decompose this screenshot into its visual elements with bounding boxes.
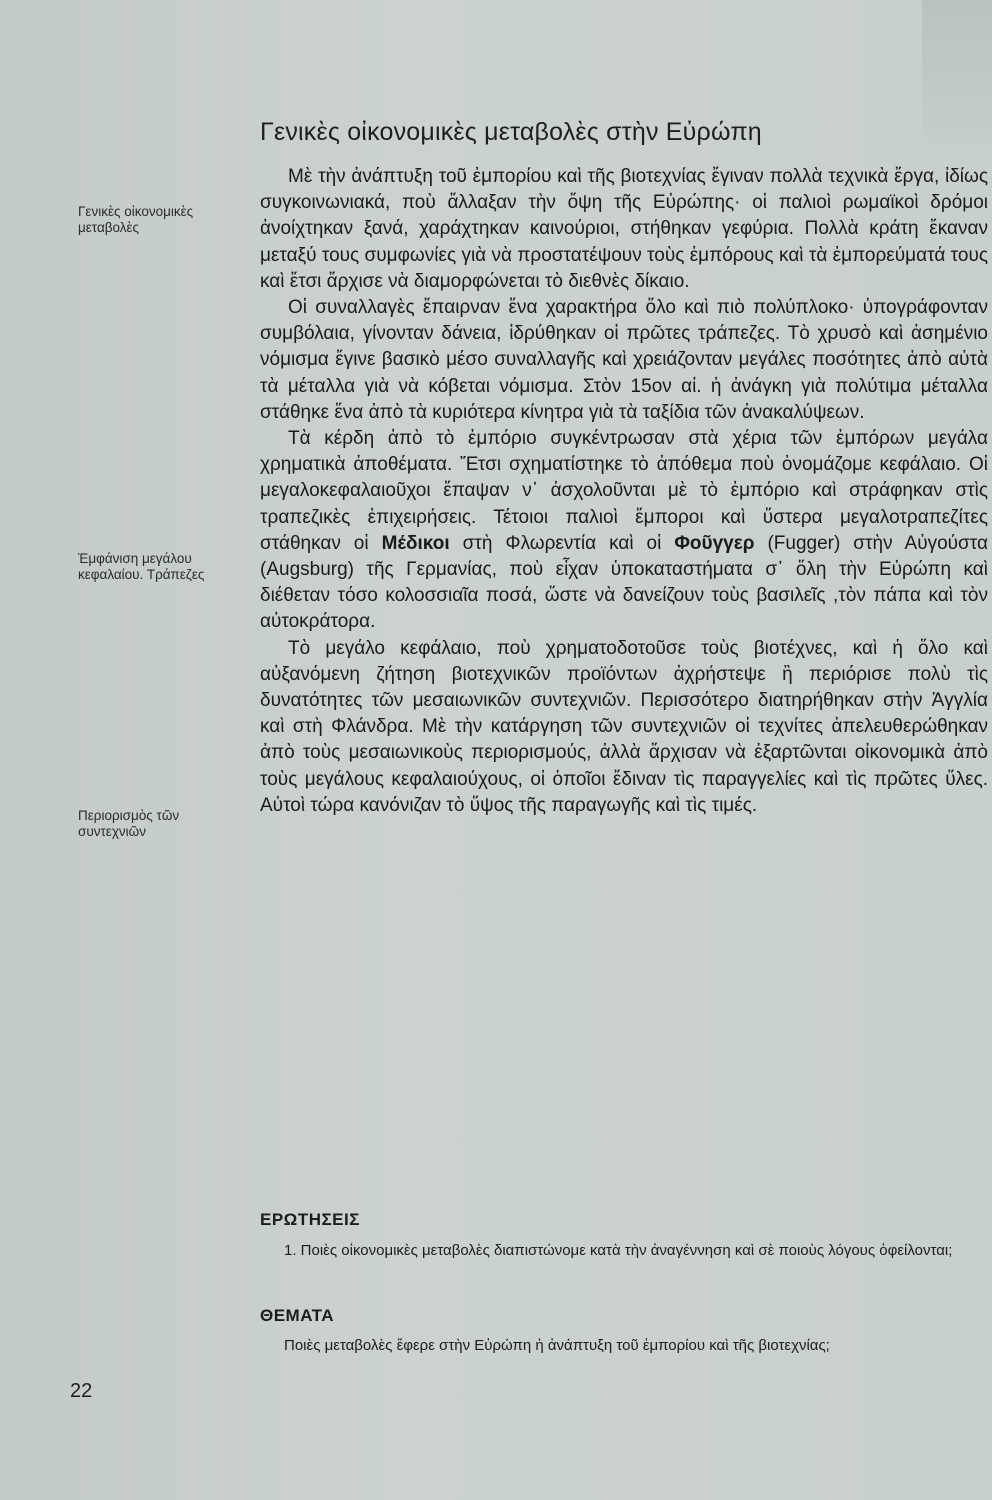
question-1: 1. Ποιὲς οἰκονομικὲς μεταβολὲς διαπιστώνομε κατὰ τὴν ἀναγέννηση καὶ σὲ ποιοὺς λόγους ὀφείλονται; bbox=[284, 1242, 953, 1259]
paragraph-3-part-c: (Fugger) στὴν Αὐγούστα (Augsburg) τῆς Γερμανίας, ποὺ εἶχαν ὑποκαταστήματα σ᾿ ὅλη τὴν Εὐρώπη καὶ διέθεταν τόσο κολοσσιαῖα ποσά, ὥστε νὰ δανείζουν τοὺς βασιλεῖς ,τὸν πάπα καὶ τὸν αὐτοκράτορα. bbox=[260, 532, 988, 633]
sidenote-guilds-limitation: Περιορισμὸς τῶν συντεχνιῶν bbox=[78, 808, 180, 839]
questions-heading: ΕΡΩΤΗΣΕΙΣ bbox=[260, 1210, 360, 1229]
paragraph-3-part-b: στὴ Φλωρεντία καὶ οἱ bbox=[449, 532, 675, 554]
paragraph-1: Μὲ τὴν ἀνάπτυξη τοῦ ἐμπορίου καὶ τῆς βιοτεχνίας ἔγιναν πολλὰ τεχνικὰ ἔργα, ἰδίως συγκοινωνιακά, ποὺ ἄλλαξαν τὴν ὄψη τῆς Εὐρώπης· οἱ παλιοὶ ρωμαϊκοὶ δρόμοι ἀνοίχτηκαν ξανά, χαράχτηκαν καινούριοι, στήθηκαν γεφύρια. Πολλὰ κράτη ἔκαναν μεταξύ τους συμφωνίες γιὰ νὰ προστατέψουν τοὺς ἐμπόρους καὶ τὰ ἐμπορεύματά τους καὶ ἔτσι ἄρχισε νὰ διαμορφώνεται τὸ διεθνὲς δίκαιο. bbox=[260, 166, 988, 292]
page-title: Γενικὲς οἰκονομικὲς μεταβολὲς στὴν Εὐρώπη bbox=[260, 118, 762, 146]
theme-1: Ποιὲς μεταβολὲς ἔφερε στὴν Εὐρώπη ἡ ἀνάπτυξη τοῦ ἐμπορίου καὶ τῆς βιοτεχνίας; bbox=[284, 1337, 830, 1354]
paragraph-4: Τὸ μεγάλο κεφάλαιο, ποὺ χρηματοδοτοῦσε τοὺς βιοτέχνες, καὶ ἡ ὅλο καὶ αὐξανόμενη ζήτηση βιοτεχνικῶν προϊόντων ἀχρήστεψε ἢ περιόρισε πολὺ τὶς δυνατότητες τῶν μεσαιωνικῶν συντεχνιῶν. Περισσότερο διατηρήθηκαν στὴν Ἀγγλία καὶ στὴ Φλάνδρα. Μὲ τὴν κατάργηση τῶν συντεχνιῶν οἱ τεχνίτες ἀπελευθερώθηκαν ἀπὸ τοὺς μεσαιωνικοὺς περιορισμούς, ἀλλὰ ἄρχισαν νὰ ἐξαρτῶνται οἰκονομικὰ ἀπὸ τοὺς μεγάλους κεφαλαιούχους, οἱ ὁποῖοι ἔδιναν τὶς παραγγελίες καὶ τὶς πρῶτες ὕλες. Αὐτοὶ τώρα κανόνιζαν τὸ ὕψος τῆς παραγωγῆς καὶ τὶς τιμές. bbox=[260, 637, 988, 816]
main-text bbox=[260, 164, 988, 819]
bleed-through-shade bbox=[922, 0, 992, 150]
paragraph-3 bbox=[260, 426, 988, 636]
sidenote-capital-banks: Ἐμφάνιση μεγάλου κεφαλαίου. Τράπεζες bbox=[78, 551, 205, 582]
fugger-term: Φοῦγγερ bbox=[674, 532, 755, 554]
themes-heading: ΘΕΜΑΤΑ bbox=[260, 1306, 334, 1325]
medici-term: Μέδικοι bbox=[381, 532, 450, 554]
paragraph-2: Οἱ συναλλαγὲς ἔπαιρναν ἕνα χαρακτήρα ὅλο καὶ πιὸ πολύπλοκο· ὑπογράφονταν συμβόλαια, γίνονταν δάνεια, ἱδρύθηκαν οἱ πρῶτες τράπεζες. Τὸ χρυσὸ καὶ ἀσημένιο νόμισμα ἔγινε βασικὸ μέσο συναλλαγῆς καὶ χρειάζονταν μεγάλες ποσότητες ἀπὸ αὐτὰ τὰ μέταλλα γιὰ νὰ κόβεται νόμισμα. Στὸν 15ον αἰ. ἡ ἀνάγκη γιὰ πολύτιμα μέταλλα στάθηκε ἕνα ἀπὸ τὰ κυριότερα κίνητρα γιὰ τὰ ταξίδια τῶν ἀνακαλύψεων. bbox=[260, 297, 988, 423]
page-number: 22 bbox=[70, 1380, 93, 1402]
sidenote-economic-changes: Γενικὲς οἰκονομικὲς μεταβολὲς bbox=[78, 204, 194, 235]
paragraph-3-part-a: Τὰ κέρδη ἀπὸ τὸ ἐμπόριο συγκέντρωσαν στὰ χέρια τῶν ἐμπόρων μεγάλα χρηματικὰ ἀποθέματα. Ἔτσι σχηματίστηκε τὸ ἀπόθεμα ποὺ ὀνομάζομε κεφάλαιο. Οἱ μεγαλοκεφαλαιοῦχοι ἔπαψαν ν᾿ ἀσχολοῦνται μὲ τὸ ἐμπόριο καὶ στράφηκαν στὶς τραπεζικὲς ἐπιχειρήσεις. Τέτοιοι παλιοὶ ἔμποροι καὶ ὕστερα μεγαλοτραπεζίτες στάθηκαν οἱ bbox=[260, 428, 988, 554]
